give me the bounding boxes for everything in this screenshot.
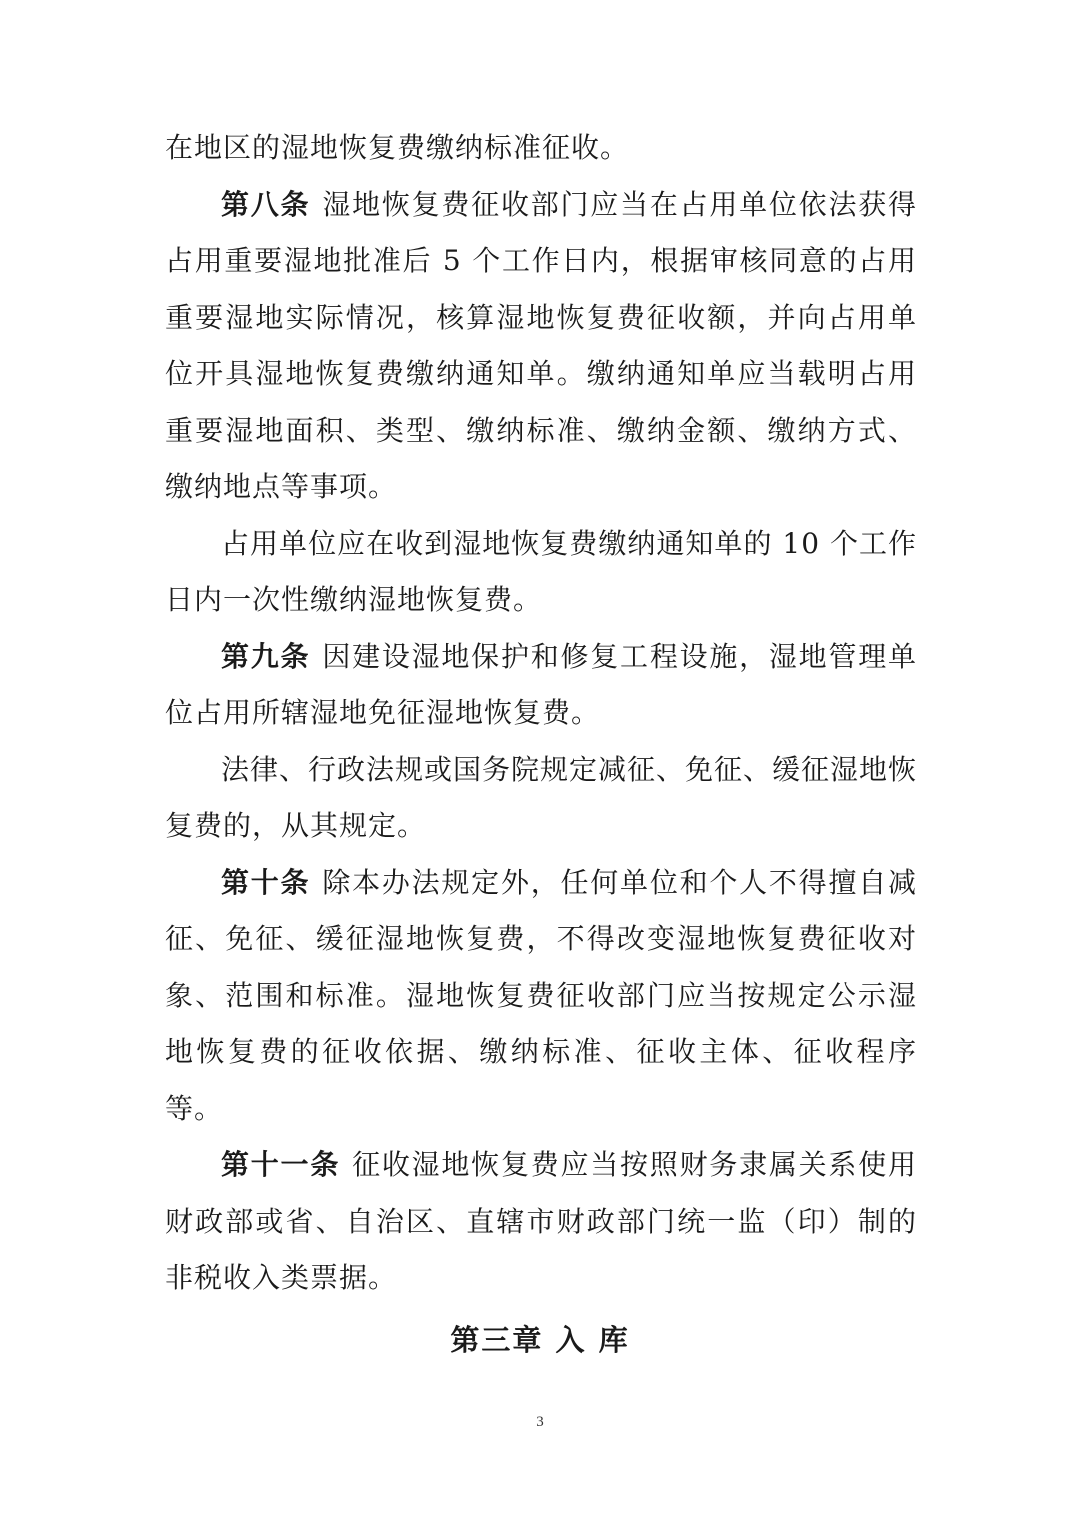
article-9-heading: 第九条 <box>221 639 311 673</box>
article-8-heading: 第八条 <box>221 187 311 221</box>
paragraph-1-text: 在地区的湿地恢复费缴纳标准征收。 <box>165 131 630 164</box>
paragraph-5-text: 法律、行政法规或国务院规定减征、免征、缓征湿地恢复费的，从其规定。 <box>165 752 918 842</box>
paragraph-3 <box>165 516 917 629</box>
chapter-title: 第三章 入 库 <box>450 1323 630 1357</box>
article-10-text: 除本办法规定外，任何单位和个人不得擅自减征、免征、缓征湿地恢复费，不得改变湿地恢复费征收对象、范围和标准。湿地恢复费征收部门应当按规定公示湿地恢复费的征收依据、缴纳标准、征收主体、征收程序等。 <box>165 865 917 1125</box>
page-number: 3 <box>536 1414 544 1430</box>
body-text <box>165 120 917 1307</box>
article-11-text: 征收湿地恢复费应当按照财务隶属关系使用财政部或省、自治区、直辖市财政部门统一监（印）制的非税收入类票据。 <box>165 1148 917 1294</box>
article-9-text: 因建设湿地保护和修复工程设施，湿地管理单位占用所辖湿地免征湿地恢复费。 <box>165 639 917 729</box>
article-11 <box>165 1137 917 1307</box>
article-8-text: 湿地恢复费征收部门应当在占用单位依法获得占用重要湿地批准后 5 个工作日内，根据审核同意的占用重要湿地实际情况，核算湿地恢复费征收额，并向占用单位开具湿地恢复费缴纳通知单。缴纳通知单应当载明占用重要湿地面积、类型、缴纳标准、缴纳金额、缴纳方式、缴纳地点等事项。 <box>165 187 917 503</box>
article-11-heading: 第十一条 <box>221 1148 341 1181</box>
paragraph-3-text: 占用单位应在收到湿地恢复费缴纳通知单的 10 个工作日内一次性缴纳湿地恢复费。 <box>165 526 917 616</box>
article-10-heading: 第十条 <box>221 865 311 899</box>
article-10 <box>165 855 917 1138</box>
paragraph-5 <box>165 742 917 855</box>
article-8 <box>165 177 917 516</box>
paragraph-1 <box>165 120 917 177</box>
article-9 <box>165 629 917 742</box>
